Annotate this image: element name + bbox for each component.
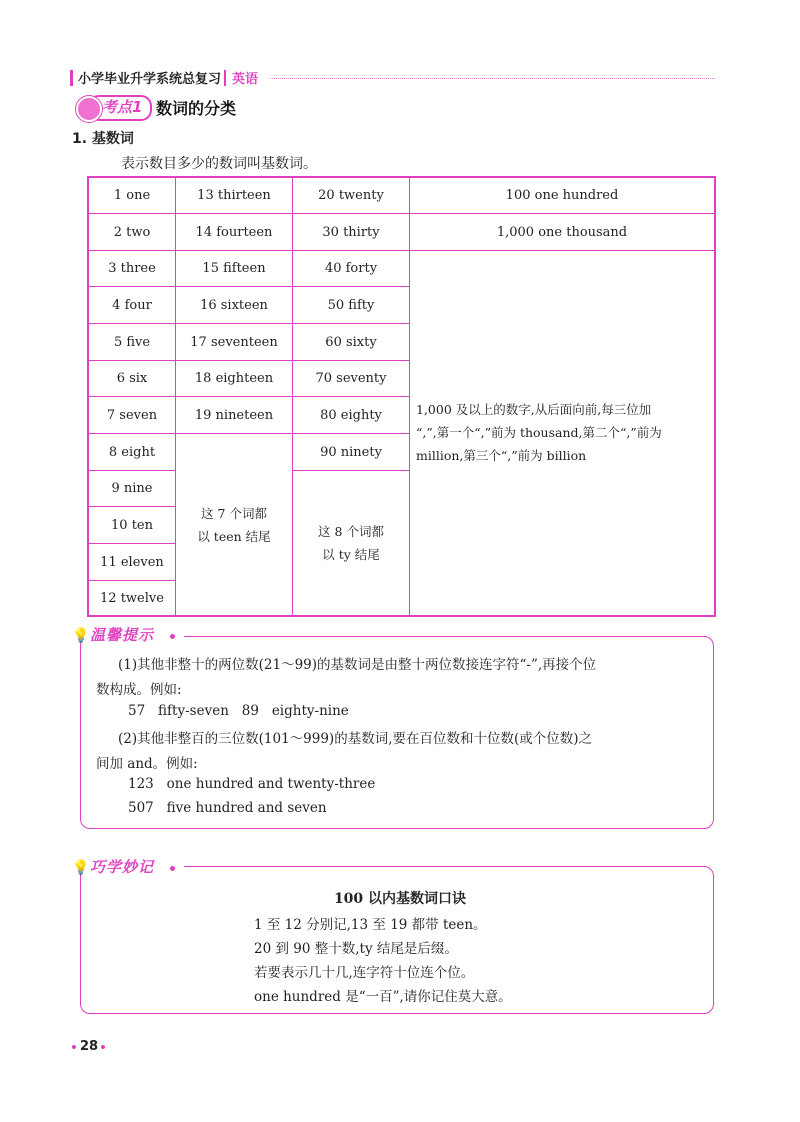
- header-accent-bar: [70, 70, 73, 86]
- intro-text: 表示数目多少的数词叫基数词。: [121, 156, 317, 172]
- table-cell: 50 fifty: [327, 297, 375, 313]
- lightbulb-icon: 💡: [72, 628, 90, 644]
- table-cell: 15 fifteen: [202, 261, 266, 276]
- table-cell: 8 eight: [108, 444, 156, 460]
- section-title: 数词的分类: [156, 99, 237, 118]
- ty-note: 这 8 个词都 以 ty 结尾: [318, 524, 384, 562]
- header-dotted-rule: [270, 78, 715, 79]
- table-cell: 16 sixteen: [200, 297, 268, 313]
- tips-label: 温馨提示: [90, 626, 155, 644]
- label-dot: [170, 634, 175, 639]
- teen-note: 这 7 个词都 以 teen 结尾: [197, 506, 271, 544]
- table-cell: 30 thirty: [322, 224, 380, 240]
- table-cell: 4 four: [112, 297, 152, 313]
- tip-line: 57 fifty-seven 89 eighty-nine: [128, 703, 349, 719]
- table-cell: 19 nineteen: [194, 407, 274, 423]
- table-cell: 20 twenty: [318, 188, 384, 203]
- table-cell: 14 fourteen: [195, 224, 273, 240]
- table-cell: 13 thirteen: [197, 188, 271, 203]
- book-title: 小学毕业升学系统总复习: [78, 72, 222, 87]
- table-cell: 12 twelve: [100, 590, 164, 606]
- mnemonic-line: 20 到 90 整十数,ty 结尾是后缀。: [254, 941, 458, 957]
- table-cell: 7 seven: [106, 407, 158, 423]
- table-cell: 80 eighty: [320, 407, 382, 423]
- mnemonic-line: 若要表示几十几,连字符十位连个位。: [254, 965, 475, 981]
- table-cell: 70 seventy: [315, 371, 387, 386]
- mnemonic-line: one hundred 是“一百”,请你记住莫大意。: [254, 989, 512, 1005]
- tip-line: 123 one hundred and twenty-three: [128, 776, 376, 792]
- table-cell: 60 sixty: [325, 334, 377, 350]
- table-cell: 3 three: [108, 261, 156, 276]
- section-badge-label: 考点1: [102, 98, 143, 116]
- mnemonic-line: 1 至 12 分别记,13 至 19 都带 teen。: [254, 917, 487, 933]
- table-cell: 1,000 one thousand: [496, 224, 628, 240]
- tip-line: 507 five hundred and seven: [128, 800, 327, 816]
- tip-line: 间加 and。例如:: [96, 756, 198, 772]
- table-cell: 6 six: [116, 371, 148, 386]
- memory-title: 100 以内基数词口诀: [333, 891, 467, 907]
- table-cell: 2 two: [113, 224, 151, 240]
- subsection-title: 1. 基数词: [72, 131, 134, 147]
- page-dot: [101, 1045, 105, 1049]
- lightbulb-icon: 💡: [72, 860, 90, 876]
- label-dot: [170, 866, 175, 871]
- table-cell: 5 five: [113, 334, 151, 350]
- table-cell: 11 eleven: [100, 554, 164, 570]
- table-cell: 40 forty: [324, 261, 378, 276]
- cardinal-numbers-table: [87, 176, 716, 617]
- page-number: 28: [80, 1039, 99, 1054]
- table-cell: 17 seventeen: [190, 334, 278, 350]
- subject-label: 英语: [232, 72, 259, 87]
- tip-line: (1)其他非整十的两位数(21～99)的基数词是由整十两位数接连字符“-”,再接个位: [118, 657, 597, 673]
- tip-line: 数构成。例如:: [96, 682, 182, 698]
- table-cell: 9 nine: [111, 481, 153, 496]
- table-cell: 18 eighteen: [194, 371, 274, 386]
- memory-label: 巧学妙记: [90, 858, 155, 876]
- table-cell: 100 one hundred: [505, 188, 619, 203]
- tip-line: (2)其他非整百的三位数(101～999)的基数词,要在百位数和十位数(或个位数)之: [118, 731, 593, 747]
- thousand-rule-note: 1,000 及以上的数字,从后面向前,每三位加 “,”,第一个“,”前为 thousand,第二个“,”前为 million,第三个“,”前为 billion: [416, 402, 662, 463]
- header-separator: [224, 70, 226, 86]
- table-cell: 90 ninety: [320, 444, 382, 460]
- target-icon: [76, 96, 102, 122]
- table-cell: 10 ten: [111, 517, 153, 533]
- table-cell: 1 one: [113, 188, 151, 203]
- page-dot: [72, 1045, 76, 1049]
